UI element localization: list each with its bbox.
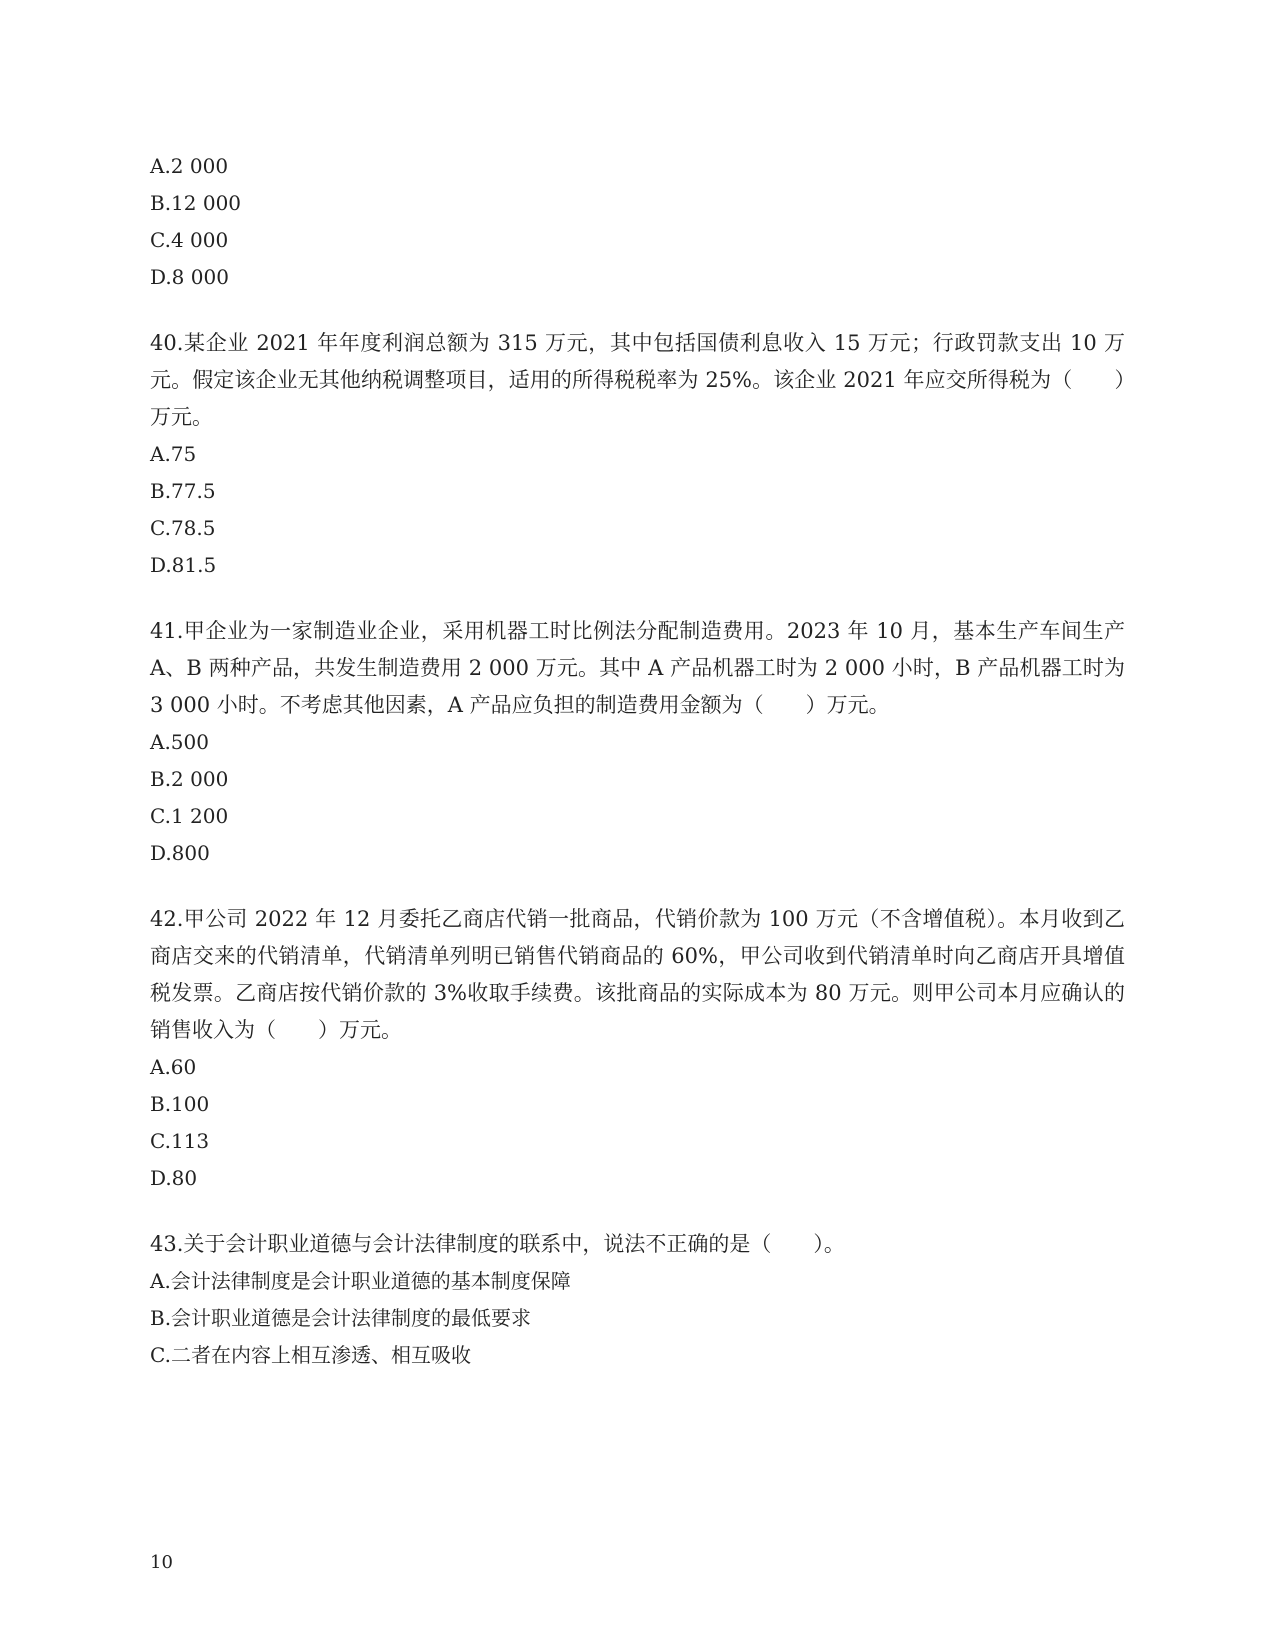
option: C.78.5 [150, 516, 216, 540]
page-content [150, 148, 1125, 1374]
question-43 [150, 1226, 1125, 1374]
question-41 [150, 613, 1125, 872]
option: A.会计法律制度是会计职业道德的基本制度保障 [150, 1269, 571, 1293]
option: B.2 000 [150, 767, 229, 791]
option: C.4 000 [150, 228, 229, 252]
previous-question-options [150, 148, 1125, 296]
question-stem: 41.甲企业为一家制造业企业，采用机器工时比例法分配制造费用。2023 年 10 月，基本生产车间生产 A、B 两种产品，共发生制造费用 2 000 万元。其中 A 产品机器工时为 2 000 小时，B 产品机器工时为 3 000 小时。不考虑其他因素，A 产品应负担的制造费用金额为（ ）万元。 [150, 619, 1125, 717]
question-stem: 42.甲公司 2022 年 12 月委托乙商店代销一批商品，代销价款为 100 万元（不含增值税）。本月收到乙商店交来的代销清单，代销清单列明已销售代销商品的 60%，甲公司收到代销清单时向乙商店开具增值税发票。乙商店按代销价款的 3%收取手续费。该批商品的实际成本为 80 万元。则甲公司本月应确认的销售收入为（ ）万元。 [150, 907, 1125, 1042]
question-42 [150, 901, 1125, 1197]
option: C.1 200 [150, 804, 229, 828]
page-number: 10 [150, 1552, 173, 1573]
question-stem: 40.某企业 2021 年年度利润总额为 315 万元，其中包括国债利息收入 15 万元；行政罚款支出 10 万元。假定该企业无其他纳税调整项目，适用的所得税税率为 25%。该企业 2021 年应交所得税为（ ）万元。 [150, 331, 1125, 429]
option: D.800 [150, 841, 210, 865]
option: B.12 000 [150, 191, 242, 215]
option: C.113 [150, 1129, 210, 1153]
option: B.会计职业道德是会计法律制度的最低要求 [150, 1306, 532, 1330]
option: D.8 000 [150, 265, 229, 289]
option: B.100 [150, 1092, 210, 1116]
option: D.80 [150, 1166, 198, 1190]
option: B.77.5 [150, 479, 216, 503]
option: A.60 [150, 1055, 197, 1079]
option: C.二者在内容上相互渗透、相互吸收 [150, 1343, 471, 1367]
option: A.500 [150, 730, 209, 754]
question-40 [150, 325, 1125, 584]
option: A.75 [150, 442, 197, 466]
option: D.81.5 [150, 553, 217, 577]
option: A.2 000 [150, 154, 229, 178]
question-stem: 43.关于会计职业道德与会计法律制度的联系中，说法不正确的是（ ）。 [150, 1232, 845, 1256]
